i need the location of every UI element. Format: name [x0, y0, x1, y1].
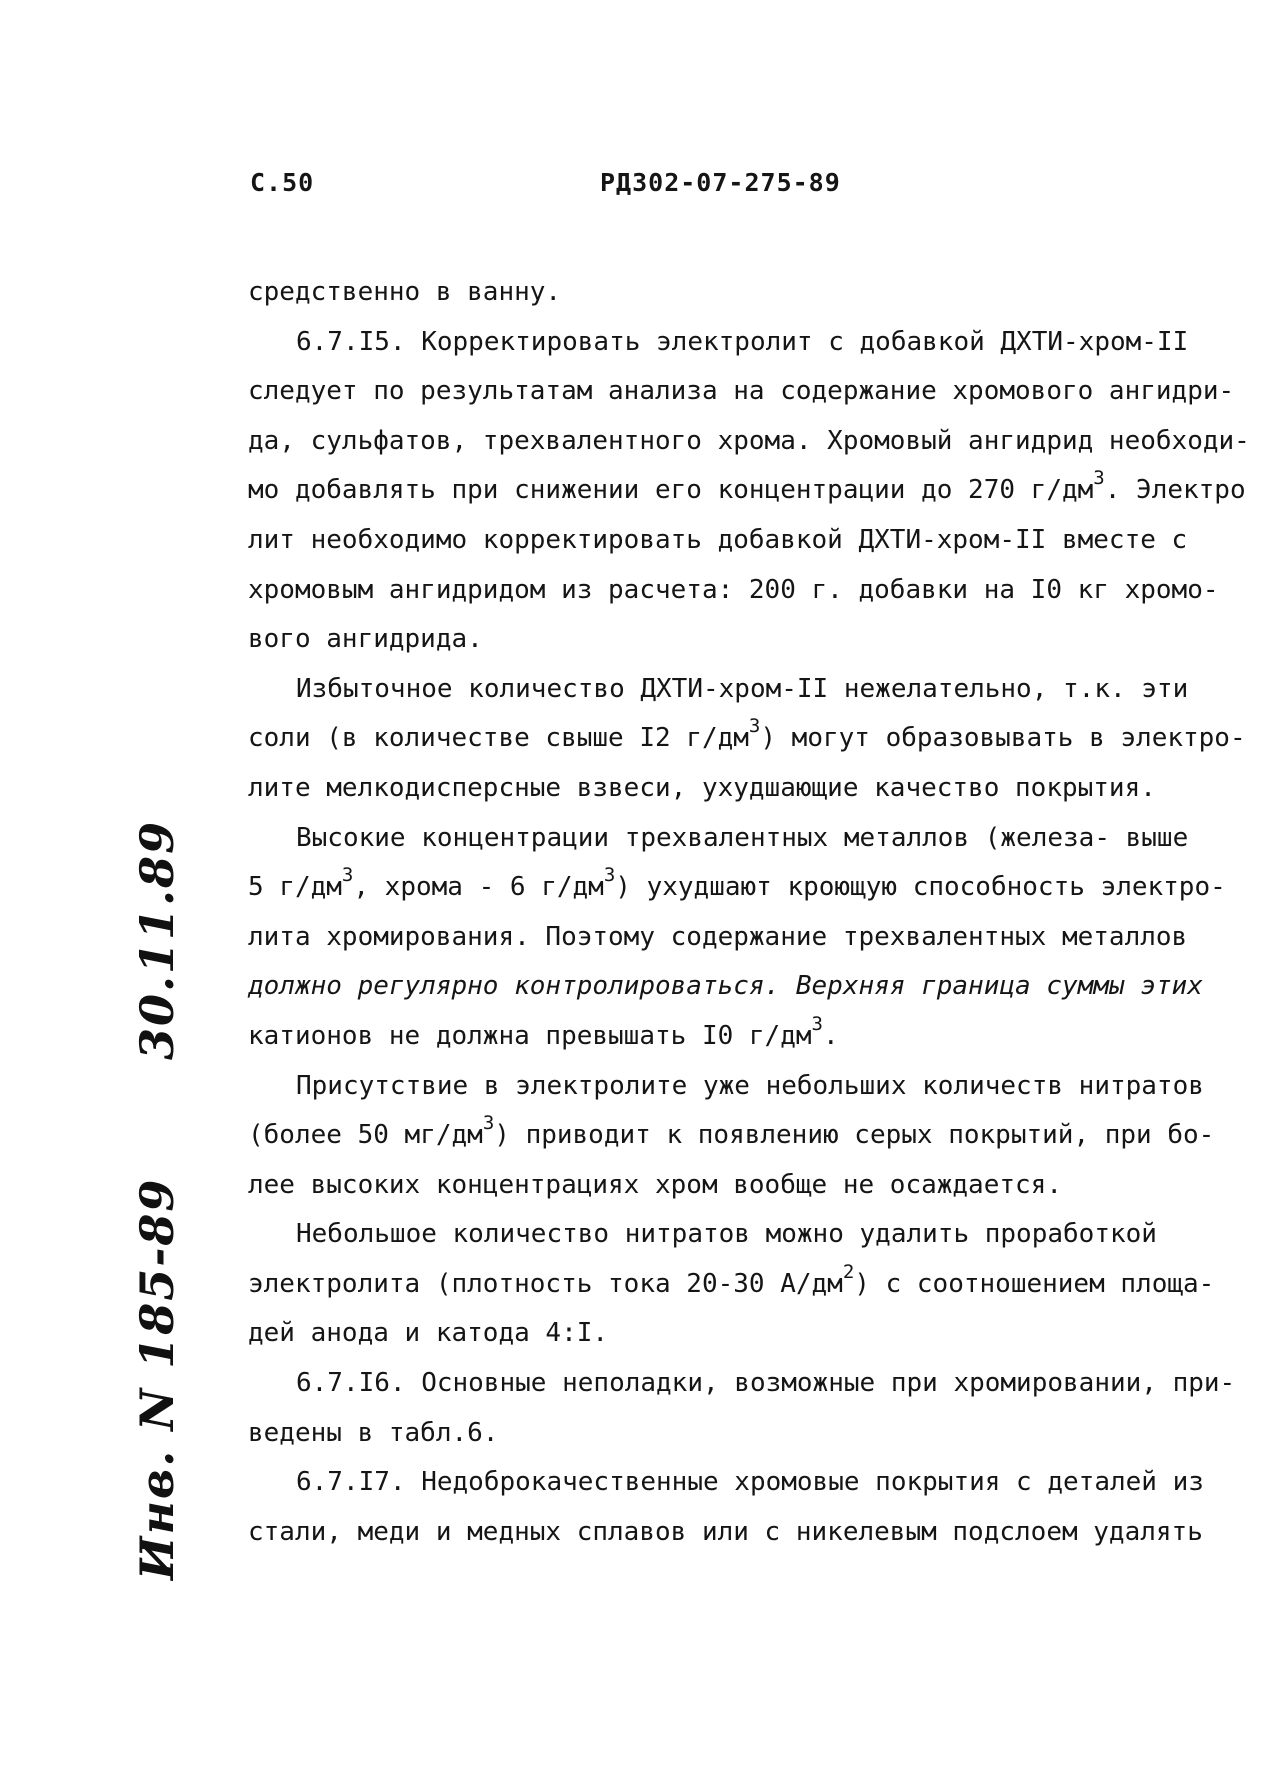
text-span: катионов не должна превышать I0 г/дм: [248, 1020, 812, 1051]
text-line: стали, меди и медных сплавов или с никелевым подслоем удалять: [248, 1516, 1203, 1547]
superscript: 3: [341, 864, 354, 887]
text-line: [248, 1111, 1238, 1161]
text-span: , хрома - 6 г/дм: [353, 872, 604, 903]
text-span: мо добавлять при снижении его концентрации до 270 г/дм: [248, 475, 1094, 506]
superscript: 3: [748, 715, 761, 738]
text-span: ) могут образовывать в электро-: [760, 723, 1246, 754]
text-line: лита хромирования. Поэтому содержание трехвалентных металлов: [248, 921, 1188, 952]
text-line: Присутствие в электролите уже небольших количеств нитратов: [296, 1070, 1204, 1101]
text-line: дей анода и катода 4:I.: [248, 1318, 609, 1349]
text-span: . Электро: [1104, 475, 1246, 506]
text-line: Избыточное количество ДХТИ-хром-II нежелательно, т.к. эти: [296, 673, 1189, 704]
text-line: 6.7.I6. Основные неполадки, возможные при хромировании, при-: [296, 1368, 1236, 1399]
inventory-date: 30.11.89: [130, 819, 184, 1060]
text-line: лее высоких концентрациях хром вообще не осаждается.: [248, 1169, 1062, 1200]
document-code: РД302-07-275-89: [600, 168, 841, 197]
text-line: 6.7.I5. Корректировать электролит с добавкой ДХТИ-хром-II: [296, 326, 1189, 357]
text-line: [248, 714, 1246, 764]
text-span: (более 50 мг/дм: [248, 1120, 483, 1151]
text-line: следует по результатам анализа на содержание хромового ангидри-: [248, 376, 1235, 407]
text-line: [248, 863, 1238, 913]
text-line: лит необходимо корректировать добавкой ДХТИ-хром-II вместе с: [248, 524, 1188, 555]
inventory-number: Инв. N 185-89: [130, 1177, 184, 1580]
superscript: 3: [1093, 467, 1105, 490]
text-line: [248, 1012, 1238, 1062]
superscript: 2: [842, 1260, 855, 1283]
text-span: соли (в количестве свыше I2 г/дм: [248, 723, 749, 754]
body-text: [248, 268, 1250, 1557]
text-line: вого ангидрида.: [248, 624, 483, 655]
text-span: ) приводит к появлению серых покрытий, при бо-: [494, 1120, 1215, 1151]
text-line: 6.7.I7. Недоброкачественные хромовые покрытия с деталей из: [296, 1467, 1204, 1498]
text-span: электролита (плотность тока 20-30 А/дм: [248, 1268, 843, 1299]
margin-handwritten-note: [130, 819, 190, 1580]
text-line: [248, 1260, 1238, 1310]
text-span: ) ухудшают кроющую способность электро-: [615, 872, 1226, 903]
text-line: средственно в ванну.: [248, 277, 562, 307]
text-span: ) с соотношением площа-: [854, 1268, 1215, 1299]
text-line: да, сульфатов, трехвалентного хрома. Хромовый ангидрид необходи-: [248, 425, 1250, 456]
text-line: Небольшое количество нитратов можно удалить проработкой: [296, 1219, 1157, 1250]
superscript: 3: [603, 864, 616, 887]
text-line: [248, 466, 1246, 516]
text-line: лите мелкодисперсные взвеси, ухудшающие качество покрытия.: [248, 772, 1156, 803]
text-line: хромовым ангидридом из расчета: 200 г. добавки на I0 кг хромо-: [248, 574, 1219, 605]
text-span: .: [822, 1020, 839, 1051]
text-line: должно регулярно контролироваться. Верхняя граница суммы этих: [248, 971, 1203, 1002]
superscript: 3: [811, 1012, 823, 1035]
page-number: С.50: [250, 168, 315, 197]
text-span: 5 г/дм: [248, 872, 342, 903]
superscript: 3: [482, 1112, 495, 1135]
text-line: ведены в табл.6.: [248, 1417, 499, 1448]
text-line: Высокие концентрации трехвалентных металлов (железа- выше: [296, 822, 1189, 853]
